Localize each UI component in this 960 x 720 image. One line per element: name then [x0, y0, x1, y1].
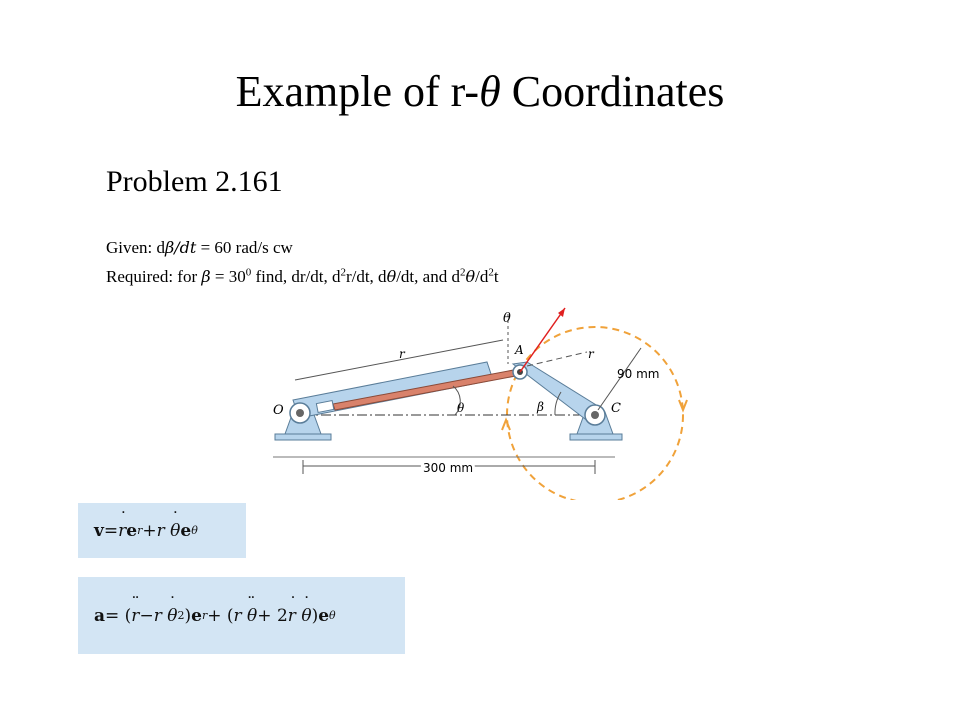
label-theta-top: θ	[503, 311, 511, 326]
label-90mm: 90 mm	[617, 367, 660, 381]
label-r-right: r	[588, 347, 594, 361]
circle-arrow-left	[502, 420, 510, 430]
required-line: Required: for $\beta = 30^0$ find, dr/dt, $d^2r/dt$, dθ/dt, and $d^2\theta/d^2t$	[106, 266, 499, 286]
given-line: Given: dβ/dt = 60 rad/s cw	[106, 238, 293, 257]
problem-number: Problem 2.161	[106, 165, 283, 198]
label-A: A	[515, 343, 524, 357]
base-C	[570, 434, 622, 440]
label-O: O	[273, 403, 284, 418]
label-r-left: r	[399, 347, 405, 361]
r-extension-right	[527, 352, 587, 366]
mechanism-diagram	[265, 300, 705, 500]
acceleration-equation: a = ( ¨ r − r ˙ θ 2 ) e r + ( r ¨ θ + 2 ˙ r ˙ θ ) e θ	[78, 577, 405, 654]
label-300mm: 300 mm	[423, 461, 474, 475]
velocity-equation: v = ˙ r e r + r ˙ θ e θ	[78, 503, 246, 558]
base-O	[275, 434, 331, 440]
label-theta-mid: θ	[457, 401, 465, 415]
slide-title: Example of r-θ Coordinates	[235, 67, 725, 116]
pin-O-center	[296, 409, 304, 417]
pin-C-center	[591, 411, 599, 419]
label-C: C	[611, 401, 621, 416]
label-beta: β	[537, 400, 544, 414]
